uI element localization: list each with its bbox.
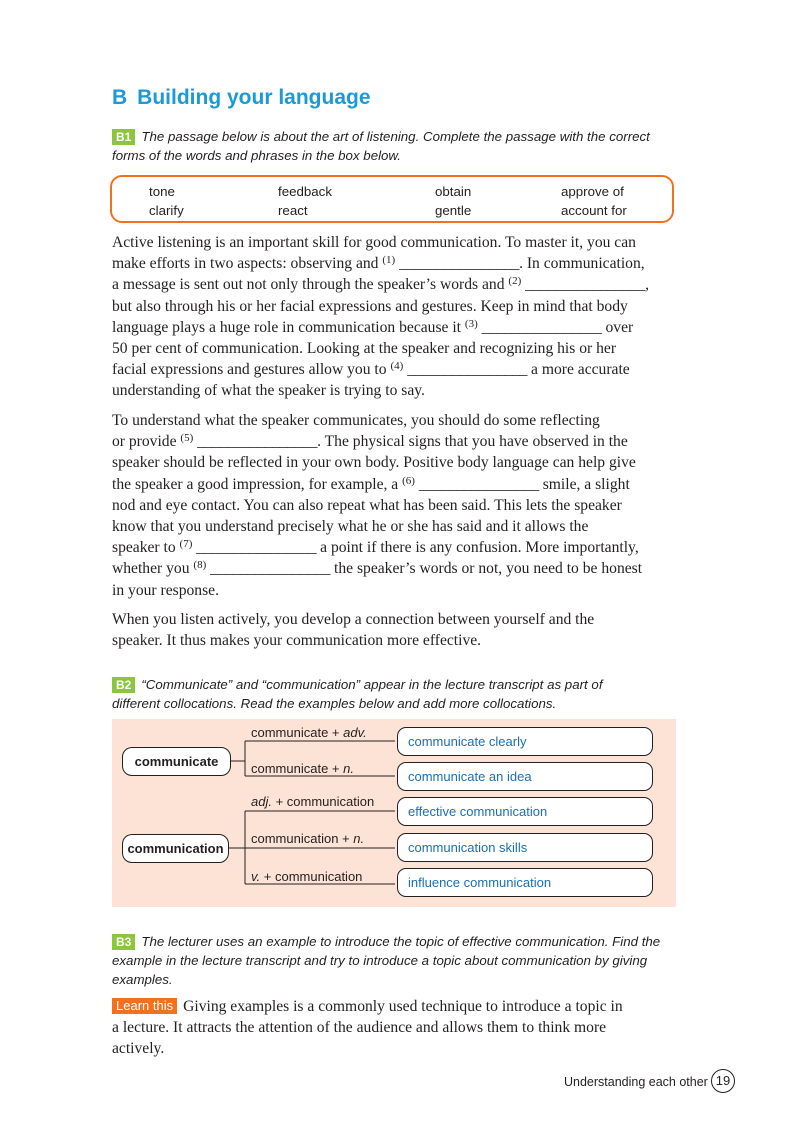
blank-7[interactable]: ________________: [196, 539, 317, 557]
blank-number: (4): [390, 360, 404, 373]
word-option: tone: [149, 184, 175, 199]
word-option: react: [278, 203, 308, 218]
page-number: 19: [711, 1069, 735, 1093]
blank-number: (3): [464, 317, 478, 330]
blank-number: (2): [508, 275, 522, 288]
word-option: obtain: [435, 184, 472, 199]
b1-instruction: B1 The passage below is about the art of listening. Complete the passage with the correct forms of the words and phrases in the box below.: [112, 129, 650, 163]
b2-instruction: B2 “Communicate” and “communication” appear in the lecture transcript as part of different collocations. Read the examples below and add more collocations.: [112, 677, 603, 711]
b3-instruction: B3 The lecturer uses an example to introduce the topic of effective communication. Find the example in the lecture transcript and try to introduce a topic about communication by giving examples.: [112, 934, 661, 987]
blank-5[interactable]: ________________: [197, 433, 318, 451]
root-communication: communication: [122, 834, 229, 863]
footer-unit-title: Understanding each other: [564, 1075, 708, 1089]
blank-number: (1): [382, 254, 396, 267]
blank-number: (7): [179, 538, 193, 551]
b3-badge: B3: [112, 934, 135, 950]
word-option: approve of: [561, 184, 624, 199]
word-option: gentle: [435, 203, 472, 218]
branch-label: communication + n.: [251, 831, 365, 846]
blank-8[interactable]: ________________: [210, 560, 331, 578]
collocation-answer[interactable]: communicate an idea: [397, 762, 653, 791]
collocation-answer[interactable]: influence communication: [397, 868, 653, 897]
collocation-answer[interactable]: communicate clearly: [397, 727, 653, 756]
branch-label: v. + communication: [251, 869, 363, 884]
word-option: feedback: [278, 184, 332, 199]
blank-4[interactable]: ________________: [407, 361, 528, 379]
collocation-answer[interactable]: effective communication: [397, 797, 653, 826]
blank-number: (8): [193, 559, 207, 572]
blank-6[interactable]: ________________: [418, 475, 539, 493]
learn-this-note: Learn this Giving examples is a commonly used technique to introduce a topic in a lecture. It attracts the attention of the audience and allows them to think more actively.: [112, 998, 623, 1058]
root-communicate: communicate: [122, 747, 231, 776]
passage-paragraph-1: Active listening is an important skill for good communication. To master it, you can make efforts in two aspects: observing and $^{(1)}$ ________________. In communication, a message is sent out not only through the speaker’s words and $^{(2)}$ ________________, but also through his or her facial expressions and gestures. Keep in mind that body language plays a huge role in communication because it $^{(3)}$ ________________ over 50 per cent of communication. Looking at the speaker and recognizing his or her facial expressions and gestures allow you to $^{(4)}$ ________________ a more accurate understanding of what the speaker is trying to say.: [112, 234, 650, 400]
blank-2[interactable]: ________________: [525, 276, 646, 294]
blank-1[interactable]: ________________: [399, 255, 520, 273]
passage-paragraph-2: To understand what the speaker communicates, you should do some reflecting or provide $^{(5)}$ ________________. The physical signs that you have observed in the speaker should be reflected in your own body. Positive body language can help give the speaker a good impression, for example, a $^{(6)}$ ________________ smile, a slight nod and eye contact. You can also repeat what has been said. This lets the speaker know that you understand precisely what he or she has said and it allows the speaker to $^{(7)}$ ________________ a point if there is any confusion. More importantly, whether you $^{(8)}$ ________________ the speaker’s words or not, you need to be honest in your response.: [112, 412, 643, 599]
passage-paragraph-3: When you listen actively, you develop a connection between yourself and the speaker. It thus makes your communication more effective.: [112, 611, 595, 650]
collocation-answer[interactable]: communication skills: [397, 833, 653, 862]
section-heading: [112, 86, 371, 110]
branch-label: communicate + n.: [251, 761, 354, 776]
section-letter: B: [112, 86, 128, 109]
section-title: Building your language: [137, 86, 371, 109]
blank-3[interactable]: ________________: [481, 318, 602, 336]
branch-label: communicate + adv.: [251, 725, 367, 740]
blank-number: (5): [180, 432, 194, 445]
word-option: account for: [561, 203, 627, 218]
b1-badge: B1: [112, 129, 135, 145]
branch-label: adj. + communication: [251, 794, 375, 809]
learn-this-badge: Learn this: [112, 998, 177, 1014]
blank-number: (6): [402, 474, 415, 487]
b2-badge: B2: [112, 677, 135, 693]
collocation-diagram: [112, 719, 676, 907]
word-option: clarify: [149, 203, 184, 218]
word-box: [110, 175, 674, 223]
